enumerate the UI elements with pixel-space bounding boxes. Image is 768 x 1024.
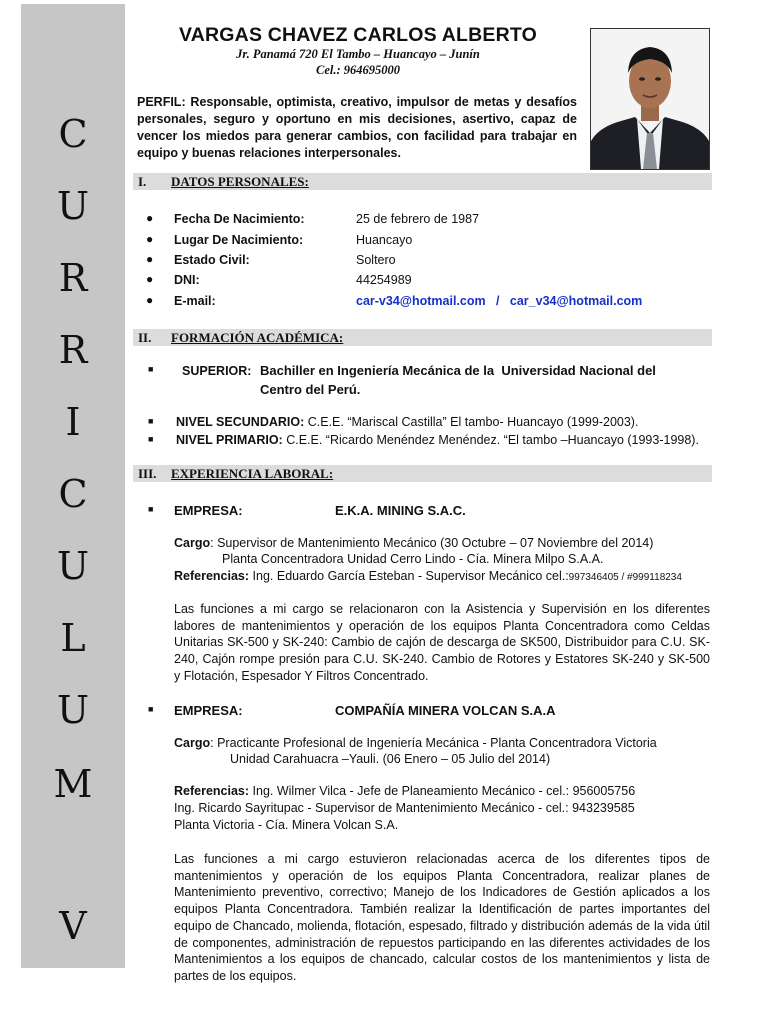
- job-references-label: Referencias:: [174, 569, 250, 583]
- job-references: [174, 568, 714, 586]
- section-title: FORMACIÓN ACADÉMICA:: [171, 330, 344, 345]
- job-functions: Las funciones a mi cargo se relacionaron con la Asistencia y Supervisión en los diferentes labores de mantenimientos y operación de los equipos Planta Concentradora como Celdas Unitarias SK-500 y SK-240: Cambio de cajón de descarga de SK500, Distribuidor para C.U. SK-240, Cajón rompe presión para C.U. SK-240. Cambio de Rotores y Estatores SK-240 y SK-500 y Flotación, Espesador Y Filtros Concentrado.: [174, 602, 710, 683]
- job-cargo-label: Cargo: [174, 736, 211, 750]
- education-superior-degree-cont: Centro del Perú.: [260, 382, 361, 397]
- field-label: Lugar De Nacimiento:: [174, 233, 304, 247]
- section-number: II.: [138, 330, 152, 345]
- section-number: I.: [138, 174, 147, 189]
- field-value: Soltero: [356, 253, 396, 267]
- section-title: EXPERIENCIA LABORAL:: [171, 466, 334, 481]
- square-bullet-icon: ■: [148, 504, 154, 514]
- section-heading-experience: [133, 465, 712, 482]
- job-functions: Las funciones a mi cargo estuvieron relacionadas acerca de los diferentes tipos de mantenimientos y operación de los equipos Planta Concentradora, realizar planes de Mantenimiento preventivo, correctivo; Manejo de los Indicadores de Gestión aplicados a los equipos Planta Concentradora. También realizar la Identificación de partes importantes del equipo de Chancado, molienda, flotación, espesado, filtrado y distribución además de la vida útil de componentes, administración de repuestos participando en las diferentes actividades de los Mantenimientos a los equipos de chancado, calcular costos de los mantenimientos y lista de partes de los equipos.: [174, 852, 710, 983]
- job-company-name: COMPAÑÍA MINERA VOLCAN S.A.A: [335, 703, 556, 718]
- field-label: DNI:: [174, 273, 200, 287]
- square-bullet-icon: ■: [148, 704, 154, 714]
- candidate-phone: Cel.: 964695000: [315, 63, 401, 77]
- sidebar-letter: U: [56, 544, 90, 588]
- job-company-label: EMPRESA:: [174, 503, 243, 518]
- job-cargo: [174, 735, 714, 751]
- section-heading-education: [133, 329, 712, 346]
- bullet-icon: ●: [146, 272, 154, 286]
- sidebar-letter: V: [59, 904, 87, 948]
- job-reference-2: Ing. Ricardo Sayritupac - Supervisor de Mantenimiento Mecánico - cel.: 943239585: [174, 801, 635, 815]
- field-value: Huancayo: [356, 233, 413, 247]
- education-primary: [176, 432, 716, 448]
- person-photo-icon: [591, 29, 709, 169]
- education-superior-degree: Bachiller en Ingeniería Mecánica de la Universidad Nacional del: [260, 363, 656, 378]
- education-secondary-value: C.E.E. “Mariscal Castilla” El tambo- Huancayo (1999-2003).: [307, 415, 639, 429]
- job-reference-phones: 997346405 / #999118234: [568, 572, 682, 583]
- education-primary-value: C.E.E. “Ricardo Menéndez Menéndez. “El tambo –Huancayo (1993-1998).: [286, 433, 699, 447]
- education-primary-label: NIVEL PRIMARIO:: [176, 433, 283, 447]
- sidebar-letter: U: [56, 688, 90, 732]
- job-reference-location: Planta Victoria - Cía. Minera Volcan S.A.: [174, 818, 399, 832]
- email-link[interactable]: car-v34@hotmail.com / car_v34@hotmail.com: [356, 294, 643, 308]
- job-cargo-location: Planta Concentradora Unidad Cerro Lindo - Cía. Minera Milpo S.A.A.: [222, 552, 604, 566]
- education-secondary-label: NIVEL SECUNDARIO:: [176, 415, 305, 429]
- sidebar-letter: I: [65, 400, 81, 444]
- job-company-label: EMPRESA:: [174, 703, 243, 718]
- sidebar-letter: C: [58, 472, 88, 516]
- candidate-name: VARGAS CHAVEZ CARLOS ALBERTO: [178, 24, 538, 46]
- bullet-icon: ●: [146, 211, 154, 225]
- section-number: III.: [138, 466, 157, 481]
- sidebar-letter: C: [58, 112, 88, 156]
- field-label: Estado Civil:: [174, 253, 250, 267]
- field-label: Fecha De Nacimiento:: [174, 212, 305, 226]
- sidebar-curriculum: [21, 4, 125, 968]
- profile-summary: PERFIL: Responsable, optimista, creativo, impulsor de metas y desafíos personales, seguro y oportuno en mis decisiones, asertivo, capaz de vencer los miedos para generar cambios, con facilidad para trabajar en equipo y buenas relaciones interpersonales.: [137, 95, 577, 160]
- sidebar-letter: R: [58, 256, 88, 300]
- bullet-icon: ●: [146, 293, 154, 307]
- field-value: 25 de febrero de 1987: [356, 212, 480, 226]
- job-cargo-location: Unidad Carahuacra –Yauli. (06 Enero – 05 Julio del 2014): [230, 752, 551, 766]
- sidebar-letter: U: [56, 184, 90, 228]
- sidebar-letter: M: [53, 762, 93, 806]
- profile-photo: [590, 28, 710, 170]
- bullet-icon: ●: [146, 252, 154, 266]
- job-cargo-value: : Supervisor de Mantenimiento Mecánico (30 Octubre – 07 Noviembre del 2014): [210, 536, 654, 550]
- job-reference-1: Ing. Eduardo García Esteban - Supervisor Mecánico cel.:: [252, 569, 569, 583]
- job-cargo: [174, 535, 714, 551]
- square-bullet-icon: ■: [148, 416, 154, 426]
- sidebar-letter: R: [58, 328, 88, 372]
- job-cargo-value: : Practicante Profesional de Ingeniería Mecánica - Planta Concentradora Victoria: [210, 736, 657, 750]
- education-superior-label: SUPERIOR:: [182, 364, 252, 378]
- education-secondary: [176, 414, 716, 430]
- job-company-name: E.K.A. MINING S.A.C.: [335, 503, 466, 518]
- candidate-address: Jr. Panamá 720 El Tambo – Huancayo – Junín: [236, 47, 480, 61]
- field-label: E-mail:: [174, 294, 216, 308]
- job-cargo-label: Cargo: [174, 536, 211, 550]
- square-bullet-icon: ■: [148, 434, 154, 444]
- job-references-label: Referencias:: [174, 784, 250, 798]
- section-heading-personal: [133, 173, 712, 190]
- sidebar-letter: L: [60, 616, 86, 660]
- job-references: [174, 783, 714, 799]
- bullet-icon: ●: [146, 232, 154, 246]
- field-value: 44254989: [356, 273, 412, 287]
- section-title: DATOS PERSONALES:: [171, 174, 309, 189]
- job-reference-1: Ing. Wilmer Vilca - Jefe de Planeamiento Mecánico - cel.: 956005756: [252, 784, 636, 798]
- square-bullet-icon: ■: [148, 364, 154, 374]
